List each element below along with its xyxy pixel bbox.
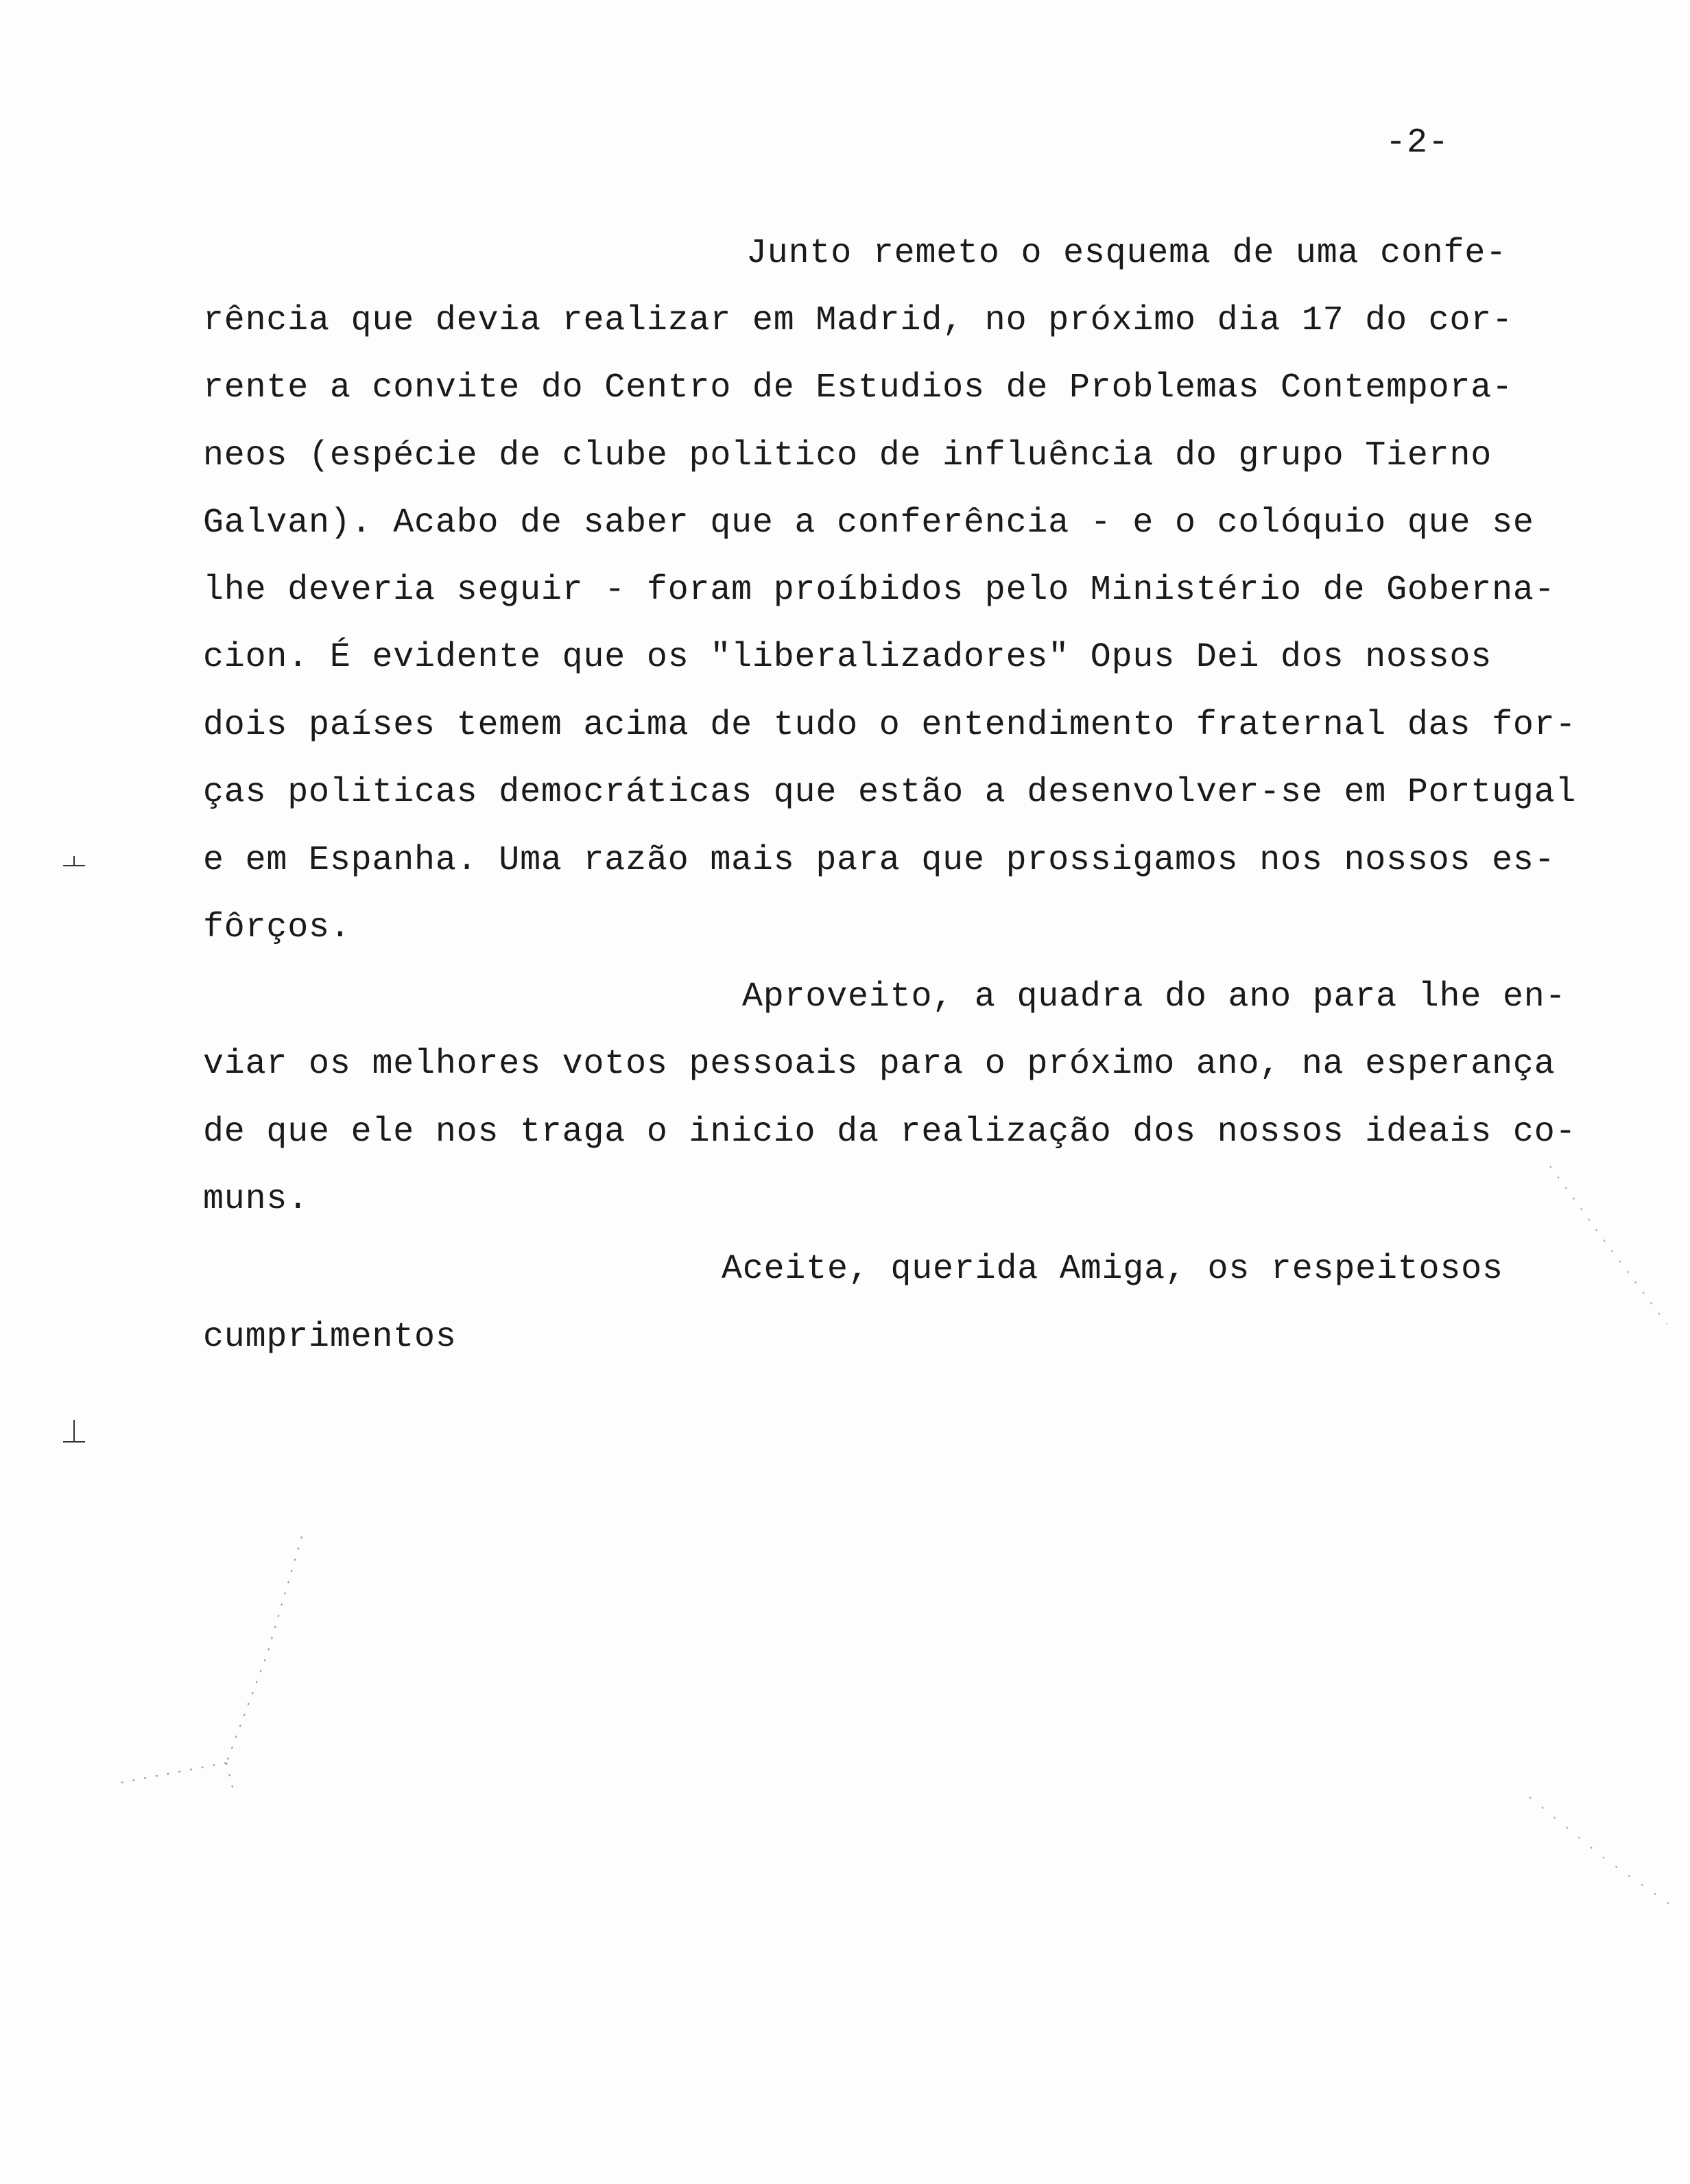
page-number: -2- <box>1385 123 1450 163</box>
paragraph-2-line-4: muns. <box>203 1180 309 1219</box>
paragraph-1-line-10: e em Espanha. Uma razão mais para que prossigamos nos nossos es- <box>203 841 1556 880</box>
scan-crease-mark <box>1523 1783 1687 1921</box>
margin-tick-mark <box>55 851 96 878</box>
paragraph-1-line-1: Junto remeto o esquema de uma confe- <box>746 234 1507 273</box>
paragraph-1-line-5: Galvan). Acabo de saber que a conferência - e o colóquio que se <box>203 503 1534 543</box>
paragraph-1-line-6: lhe deveria seguir - foram proíbidos pelo Ministério de Goberna- <box>203 571 1556 610</box>
scan-crease-mark <box>1523 1159 1687 1338</box>
paragraph-2-line-2: viar os melhores votos pessoais para o próximo ano, na esperança <box>203 1045 1556 1084</box>
paragraph-2-line-3: de que ele nos traga o inicio da realização dos nossos ideais co- <box>203 1113 1577 1152</box>
closing-line-1: Aceite, querida Amiga, os respeitosos <box>722 1250 1503 1289</box>
closing-line-2: cumprimentos <box>203 1318 457 1357</box>
paragraph-1-line-2: rência que devia realizar em Madrid, no próximo dia 17 do cor- <box>203 301 1513 340</box>
paragraph-1-line-11: fôrços. <box>203 908 351 947</box>
paragraph-1-line-4: neos (espécie de clube politico de influência do grupo Tierno <box>203 436 1492 475</box>
paragraph-1-line-8: dois países temem acima de tudo o entendimento fraternal das for- <box>203 706 1577 745</box>
paragraph-1-line-7: cion. É evidente que os "liberalizadores" Opus Dei dos nossos <box>203 638 1492 677</box>
scan-crease-mark <box>103 1530 309 1790</box>
paragraph-1-line-3: rente a convite do Centro de Estudios de Problemas Contempora- <box>203 368 1513 407</box>
paragraph-2-line-1: Aproveito, a quadra do ano para lhe en- <box>742 977 1567 1017</box>
margin-tick-mark <box>55 1413 96 1454</box>
paragraph-1-line-9: ças politicas democráticas que estão a desenvolver-se em Portugal <box>203 773 1577 812</box>
